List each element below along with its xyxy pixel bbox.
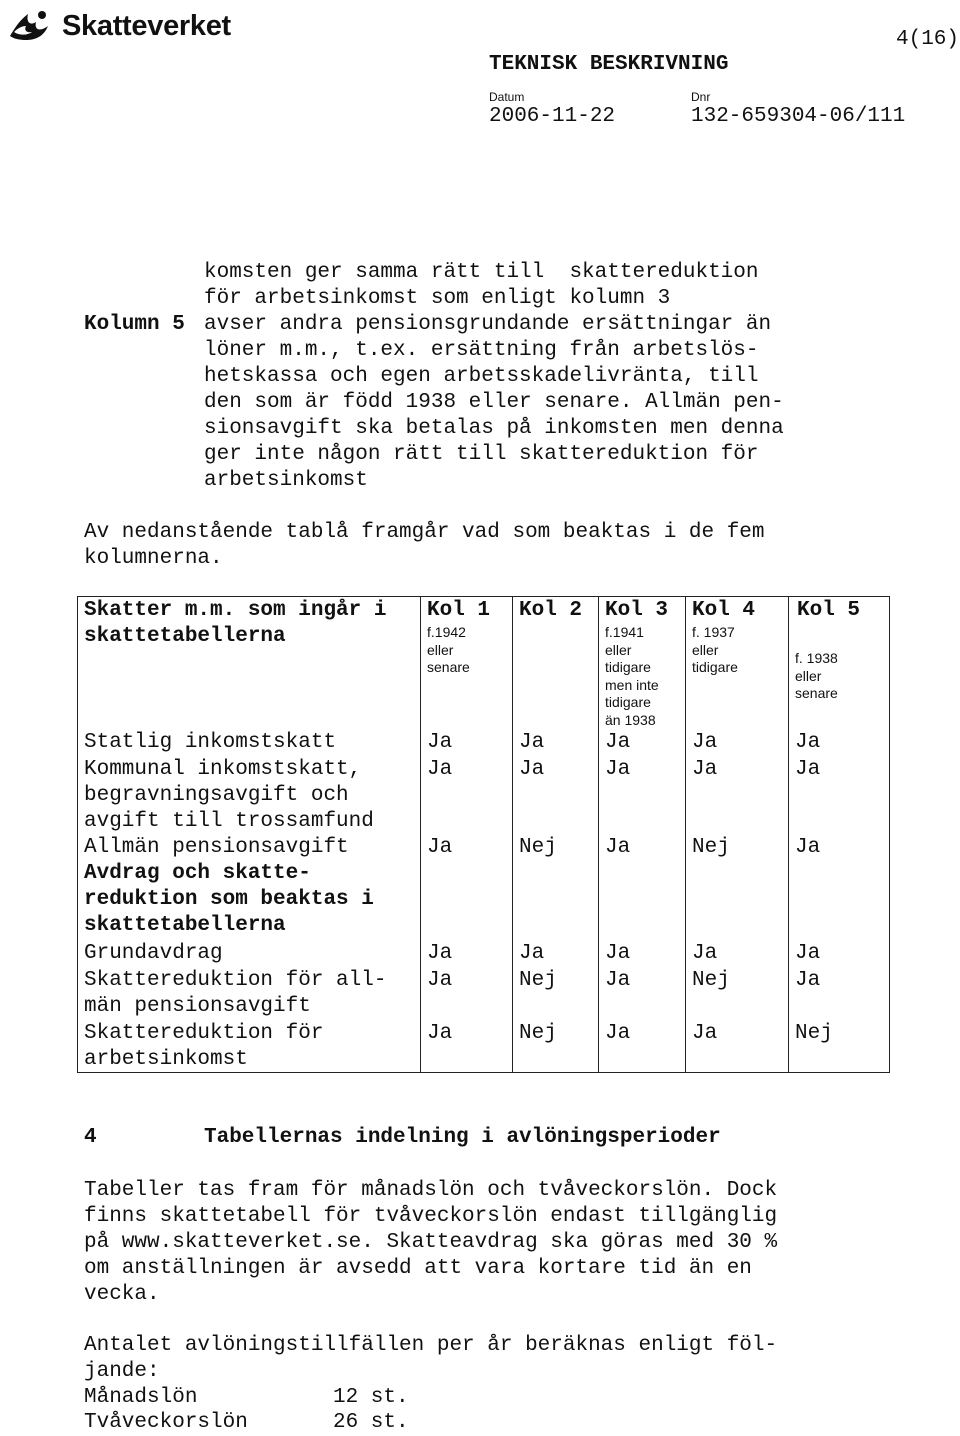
row-cell: Ja bbox=[605, 969, 631, 992]
dnr-value: 132-659304-06/111 bbox=[691, 105, 906, 128]
row-label: Statlig inkomstskatt bbox=[84, 731, 337, 754]
row-subheading: Avdrag och skatte- reduktion som beaktas i skattetabellerna bbox=[84, 862, 374, 937]
date-label: Datum bbox=[489, 90, 525, 104]
row-cell: Ja bbox=[692, 758, 718, 781]
list-item-value: 12 st. bbox=[333, 1386, 409, 1409]
date-value: 2006-11-22 bbox=[489, 105, 616, 128]
col-sub-kol3: f.1941 eller tidigare men inte tidigare än 1938 bbox=[605, 624, 659, 728]
intro-line: hetskassa och egen arbetsskadelivränta, till bbox=[204, 365, 759, 388]
row-cell: Ja bbox=[519, 942, 545, 965]
row-cell: Nej bbox=[519, 1022, 557, 1045]
row-cell: Ja bbox=[605, 758, 631, 781]
row-cell: Ja bbox=[427, 969, 453, 992]
list-item-label: Tvåveckorslön bbox=[84, 1411, 248, 1434]
col-header-kol1: Kol 1 bbox=[427, 599, 491, 622]
intro-line: löner m.m., t.ex. ersättning från arbetslös- bbox=[204, 339, 759, 362]
table-column-divider bbox=[788, 596, 789, 1073]
row-cell: Ja bbox=[427, 836, 453, 859]
document-title: TEKNISK BESKRIVNING bbox=[489, 53, 729, 76]
row-cell: Ja bbox=[519, 758, 545, 781]
paragraph-line: Tabeller tas fram för månadslön och tvåveckorslön. Dock bbox=[84, 1179, 778, 1202]
row-cell: Nej bbox=[519, 836, 557, 859]
col-header-kol2: Kol 2 bbox=[519, 599, 583, 622]
intro-line: för arbetsinkomst som enligt kolumn 3 bbox=[204, 287, 671, 310]
tabla-intro-line: Av nedanstående tablå framgår vad som beaktas i de fem bbox=[84, 521, 765, 544]
col-header-kol4: Kol 4 bbox=[692, 599, 756, 622]
row-cell: Ja bbox=[795, 969, 821, 992]
intro-line: den som är född 1938 eller senare. Allmän pen- bbox=[204, 391, 784, 414]
table-column-divider bbox=[685, 596, 686, 1073]
row-cell: Ja bbox=[427, 1022, 453, 1045]
row-cell: Nej bbox=[795, 1022, 833, 1045]
page-number: 4(16) bbox=[896, 28, 960, 51]
col-header-kol5: Kol 5 bbox=[797, 599, 861, 622]
table-header-label: skattetabellerna bbox=[84, 625, 286, 648]
row-cell: Nej bbox=[692, 969, 730, 992]
tabla-intro-line: kolumnerna. bbox=[84, 547, 223, 570]
row-cell: Ja bbox=[605, 731, 631, 754]
row-cell: Ja bbox=[605, 1022, 631, 1045]
intro-line: sionsavgift ska betalas på inkomsten men denna bbox=[204, 417, 784, 440]
paragraph-line: jande: bbox=[84, 1360, 160, 1383]
col-sub-kol5: f. 1938 eller senare bbox=[795, 650, 838, 701]
row-label: Allmän pensionsavgift bbox=[84, 836, 349, 859]
crown-emblem-icon bbox=[6, 6, 54, 46]
paragraph-line: på www.skatteverket.se. Skatteavdrag ska göras med 30 % bbox=[84, 1231, 778, 1254]
row-cell: Ja bbox=[692, 1022, 718, 1045]
skatteverket-logo bbox=[6, 6, 231, 46]
row-cell: Ja bbox=[795, 731, 821, 754]
row-cell: Ja bbox=[795, 942, 821, 965]
row-cell: Ja bbox=[605, 942, 631, 965]
table-column-divider bbox=[420, 596, 421, 1073]
paragraph-line: om anställningen är avsedd att vara kortare tid än en bbox=[84, 1257, 752, 1280]
row-cell: Ja bbox=[795, 758, 821, 781]
col-sub-kol4: f. 1937 eller tidigare bbox=[692, 624, 738, 675]
intro-line: avser andra pensionsgrundande ersättningar än bbox=[204, 313, 772, 336]
row-label: Kommunal inkomstskatt, begravningsavgift och avgift till trossamfund bbox=[84, 758, 374, 833]
row-cell: Ja bbox=[427, 942, 453, 965]
col-sub-kol1: f.1942 eller senare bbox=[427, 624, 470, 675]
table-column-divider bbox=[598, 596, 599, 1073]
paragraph-line: Antalet avlöningstillfällen per år beräknas enligt föl- bbox=[84, 1334, 778, 1357]
row-cell: Nej bbox=[692, 836, 730, 859]
intro-line: ger inte någon rätt till skattereduktion för bbox=[204, 443, 759, 466]
intro-line: arbetsinkomst bbox=[204, 469, 368, 492]
table-column-divider bbox=[512, 596, 513, 1073]
row-label: Skattereduktion för arbetsinkomst bbox=[84, 1022, 324, 1071]
row-cell: Ja bbox=[795, 836, 821, 859]
table-header-label: Skatter m.m. som ingår i bbox=[84, 599, 387, 622]
row-label: Grundavdrag bbox=[84, 942, 223, 965]
kolumn5-heading: Kolumn 5 bbox=[84, 313, 185, 336]
row-cell: Ja bbox=[692, 731, 718, 754]
row-cell: Ja bbox=[427, 731, 453, 754]
row-cell: Ja bbox=[692, 942, 718, 965]
section-number: 4 bbox=[84, 1126, 97, 1149]
row-label: Skattereduktion för all- män pensionsavgift bbox=[84, 969, 387, 1018]
row-cell: Ja bbox=[427, 758, 453, 781]
row-cell: Ja bbox=[605, 836, 631, 859]
paragraph-line: finns skattetabell för tvåveckorslön endast tillgänglig bbox=[84, 1205, 778, 1228]
col-header-kol3: Kol 3 bbox=[605, 599, 669, 622]
section-title: Tabellernas indelning i avlöningsperioder bbox=[204, 1126, 721, 1149]
intro-line: komsten ger samma rätt till skattereduktion bbox=[204, 261, 759, 284]
dnr-label: Dnr bbox=[691, 90, 711, 104]
paragraph-line: vecka. bbox=[84, 1283, 160, 1306]
row-cell: Ja bbox=[519, 731, 545, 754]
logo-wordmark: Skatteverket bbox=[62, 9, 231, 42]
list-item-value: 26 st. bbox=[333, 1411, 409, 1434]
row-cell: Nej bbox=[519, 969, 557, 992]
list-item-label: Månadslön bbox=[84, 1386, 198, 1409]
